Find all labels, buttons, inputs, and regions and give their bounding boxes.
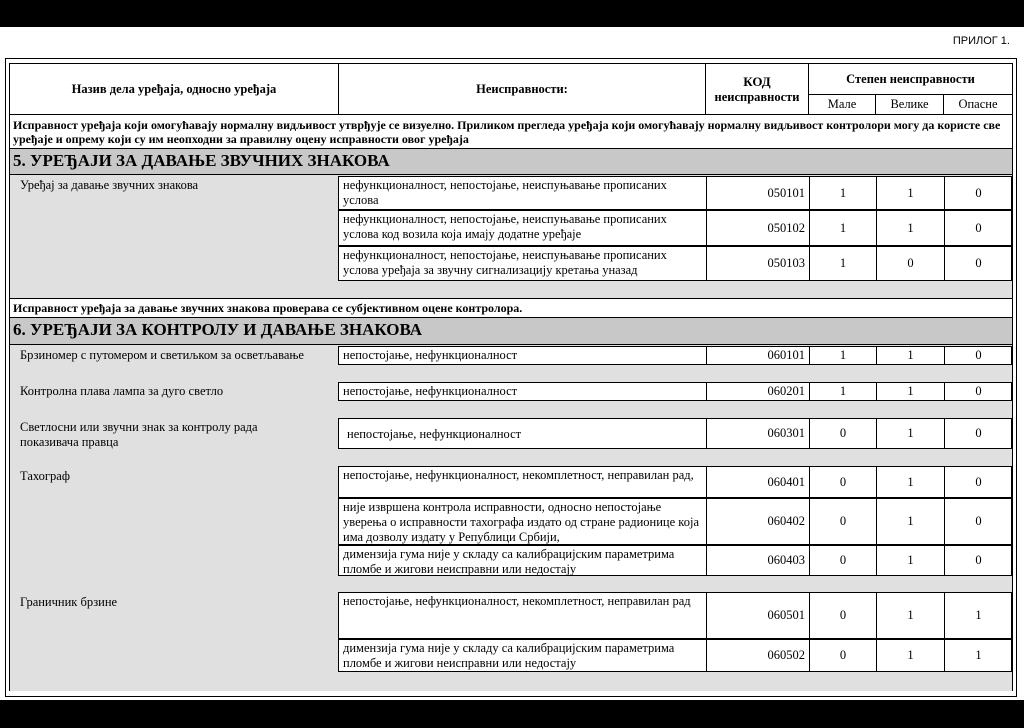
degree-small-value: 1	[809, 347, 876, 364]
degree-dangerous-value: 1	[944, 593, 1012, 638]
header-code-line1: КОД	[743, 73, 771, 89]
defect-code: 050103	[706, 247, 809, 280]
defect-description: нефункционалност, непостојање, неиспуњавање прописаних услова	[343, 178, 667, 207]
degree-large-value: 1	[876, 593, 944, 638]
attachment-label: ПРИЛОГ 1.	[952, 35, 1010, 47]
table-row	[338, 382, 1012, 401]
defect-description: непостојање, нефункционалност, некомплетност, неправилан рад,	[343, 468, 694, 482]
table-row	[338, 592, 1012, 639]
degree-large-value: 1	[876, 499, 944, 544]
defect-code: 050101	[706, 177, 809, 209]
defect-code: 060403	[706, 546, 809, 575]
degree-dangerous-value: 0	[944, 419, 1012, 448]
defect-description: непостојање, нефункционалност	[347, 427, 522, 441]
header-code-line2: неисправности	[714, 89, 800, 104]
degree-small-value: 1	[809, 211, 876, 245]
degree-small-value: 1	[809, 177, 876, 209]
degree-dangerous-value: 0	[944, 247, 1012, 280]
degree-dangerous-value: 0	[944, 383, 1012, 400]
defect-description: непостојање, нефункционалност, некомплетност, неправилан рад	[343, 594, 691, 608]
defect-code: 060501	[706, 593, 809, 638]
degree-dangerous-value: 0	[944, 211, 1012, 245]
part-name: Тахограф	[20, 469, 70, 483]
table-row	[338, 466, 1012, 498]
header-degree-dangerous: Опасне	[944, 94, 1012, 114]
degree-dangerous-value: 0	[944, 546, 1012, 575]
degree-small-value: 0	[809, 467, 876, 497]
defect-description: није извршена контрола исправности, односно непостојање уверења о исправности тахографа издато од стране радионице која има дозволу издату у Републици Србији,	[343, 500, 700, 544]
defect-description: нефункционалност, непостојање, неиспуњавање прописаних услова код возила која имају додатне уређаје	[343, 212, 667, 241]
note-visibility: Исправност уређаја који омогућавају нормалну видљивост утврђује се визуелно. Приликом прегледа уређаја који омогућавају нормалну видљивост контролори могу да користе све уређаје и опрему који су им неопходни за правилну оцену исправности овог уређаја	[13, 118, 1001, 146]
header-part-name: Назив дела уређаја, односно уређаја	[10, 64, 339, 114]
table-row	[338, 418, 1012, 449]
degree-dangerous-value: 1	[944, 640, 1012, 671]
defect-description: непостојање, нефункционалност	[343, 384, 518, 398]
degree-dangerous-value: 0	[944, 499, 1012, 544]
degree-large-value: 1	[876, 419, 944, 448]
defect-description: димензија гума није у складу са калибрацијским параметрима пломбе и жигови неисправни или недостају	[343, 547, 675, 576]
section-5-title: 5. УРЕЂАЈИ ЗА ДАВАЊЕ ЗВУЧНИХ ЗНАКОВА	[10, 148, 1012, 175]
table-row	[338, 246, 1012, 281]
header-degree-small: Мале	[809, 94, 876, 114]
table-row	[338, 545, 1012, 576]
table-row	[338, 176, 1012, 210]
table-row	[338, 498, 1012, 545]
table-row	[338, 639, 1012, 672]
degree-large-value: 1	[876, 177, 944, 209]
table-row	[338, 346, 1012, 365]
header-divider	[10, 114, 1012, 115]
degree-large-value: 0	[876, 247, 944, 280]
degree-small-value: 0	[809, 593, 876, 638]
part-name: Уређај за давање звучних знакова	[20, 178, 199, 192]
part-name: Контролна плава лампа за дуго светло	[20, 384, 224, 398]
part-name: Граничник брзине	[20, 595, 118, 609]
defect-code: 060502	[706, 640, 809, 671]
defect-code: 060101	[706, 347, 809, 364]
note-section-5: Исправност уређаја за давање звучних знакова проверава се субјективном оцене контролора.	[13, 301, 523, 315]
degree-small-value: 1	[809, 383, 876, 400]
defect-description: нефункционалност, непостојање, неиспуњавање прописаних услова уређаја за звучну сигнализацију кретања уназад	[343, 248, 667, 277]
document-page	[0, 27, 1024, 700]
section-6-title: 6. УРЕЂАЈИ ЗА КОНТРОЛУ И ДАВАЊЕ ЗНАКОВА	[10, 317, 1012, 345]
defect-code: 060201	[706, 383, 809, 400]
degree-large-value: 1	[876, 467, 944, 497]
degree-small-value: 0	[809, 640, 876, 671]
header-code	[706, 64, 809, 114]
header-degree-large: Велике	[876, 94, 944, 114]
degree-small-value: 0	[809, 419, 876, 448]
degree-large-value: 1	[876, 546, 944, 575]
degree-dangerous-value: 0	[944, 177, 1012, 209]
degree-small-value: 0	[809, 499, 876, 544]
degree-dangerous-value: 0	[944, 347, 1012, 364]
divider	[10, 298, 1012, 299]
header-defects: Неисправности:	[339, 64, 706, 114]
degree-large-value: 1	[876, 347, 944, 364]
defect-description: непостојање, нефункционалност	[343, 348, 518, 362]
defect-code: 050102	[706, 211, 809, 245]
degree-small-value: 0	[809, 546, 876, 575]
degree-large-value: 1	[876, 211, 944, 245]
defect-description: димензија гума није у складу са калибрацијским параметрима пломбе и жигови неисправни или недостају	[343, 641, 675, 670]
defect-code: 060301	[706, 419, 809, 448]
degree-dangerous-value: 0	[944, 467, 1012, 497]
defect-code: 060401	[706, 467, 809, 497]
degree-small-value: 1	[809, 247, 876, 280]
part-name: Светлосни или звучни знак за контролу рада показивача правца	[20, 420, 258, 449]
header-degree: Степен неисправности	[846, 71, 975, 86]
degree-large-value: 1	[876, 640, 944, 671]
table-row	[338, 210, 1012, 246]
degree-large-value: 1	[876, 383, 944, 400]
part-name: Брзиномер с путомером и светиљком за осветљавање	[20, 348, 304, 362]
defect-code: 060402	[706, 499, 809, 544]
